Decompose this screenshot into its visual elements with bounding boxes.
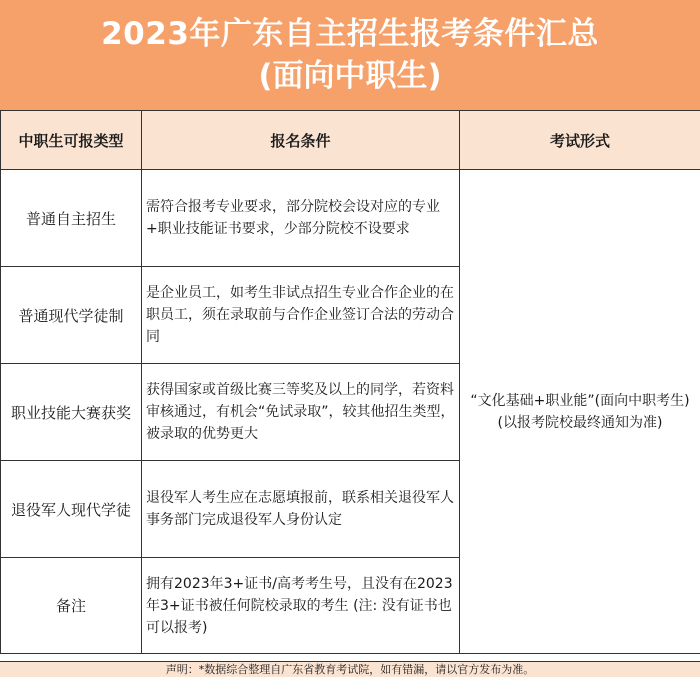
header-exam: 考试形式: [460, 111, 700, 170]
page-subtitle: (面向中职生): [258, 55, 441, 97]
condition-cell: 需符合报考专业要求，部分院校会设对应的专业+职业技能证书要求，少部分院校不设要求: [142, 170, 460, 267]
exam-form-text: “文化基础+职业能”(面向中职考生): [470, 390, 690, 412]
category-cell: 普通自主招生: [1, 170, 142, 267]
category-cell: 普通现代学徒制: [1, 267, 142, 364]
table-row: [1, 170, 700, 267]
category-cell: 职业技能大赛获奖: [1, 364, 142, 461]
exam-note-text: (以报考院校最终通知为准): [470, 412, 690, 434]
conditions-table: [0, 110, 700, 654]
disclaimer-footer: 声明：*数据综合整理自广东省教育考试院，如有错漏，请以官方发布为准。: [0, 661, 700, 677]
title-banner: [0, 0, 700, 110]
category-cell: 退役军人现代学徒: [1, 461, 142, 558]
condition-cell: 是企业员工，如考生非试点招生专业合作企业的在职员工，须在录取前与合作企业签订合法的劳动合同: [142, 267, 460, 364]
header-condition: 报名条件: [142, 111, 460, 170]
exam-cell: [460, 170, 700, 654]
condition-cell: 获得国家或首级比赛三等奖及以上的同学，若资料审核通过，有机会“免试录取”，较其他招生类型，被录取的优势更大: [142, 364, 460, 461]
condition-cell: 退役军人考生应在志愿填报前，联系相关退役军人事务部门完成退役军人身份认定: [142, 461, 460, 558]
header-category: 中职生可报类型: [1, 111, 142, 170]
remark-cell: 备注: [1, 558, 142, 654]
condition-cell: 拥有2023年3+证书/高考考生号，且没有在2023年3+证书被任何院校录取的考生 (注: 没有证书也可以报考): [142, 558, 460, 654]
page-title: 2023年广东自主招生报考条件汇总: [101, 13, 599, 55]
